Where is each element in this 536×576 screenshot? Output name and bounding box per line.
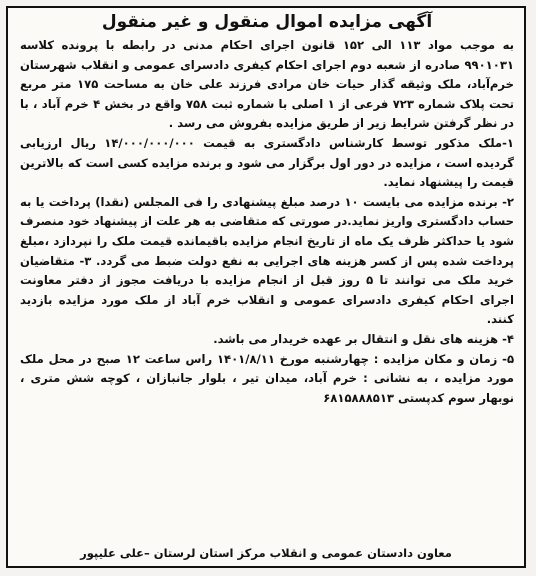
notice-title: آگهی مزایده اموال منقول و غیر منقول bbox=[101, 12, 433, 32]
condition-1-paragraph: ۱-ملک مذکور توسط کارشناس دادگستری به قیمت ۱۴/۰۰۰/۰۰۰/۰۰۰ ریال ارزیابی گردیده است ، مزایده در دور اول برگزار می شود و برنده مزایده کسی است که بالاترین قیمت را پیشنهاد نماید. bbox=[20, 135, 514, 190]
auction-notice bbox=[6, 6, 526, 568]
condition-5-paragraph: ۵- زمان و مکان مزایده : چهارشنبه مورخ ۱۴۰۱/۸/۱۱ راس ساعت ۱۲ صبح در محل ملک مورد مزایده ، به نشانی : خرم آباد، میدان تیر ، بلوار جانبازان ، کوچه شش متری ، نوبهار سوم کدپستی ۶۸۱۵۸۸۸۵۱۳ bbox=[20, 351, 515, 405]
signature-line: معاون دادستان عمومی و انقلاب مرکز استان لرستان –علی علیپور bbox=[80, 546, 452, 560]
intro-paragraph: به موجب مواد ۱۱۳ الی ۱۵۲ قانون اجرای احکام مدنی در رابطه با پرونده کلاسه ۹۹۰۱۰۳۱ صادره از شعبه دوم اجرای احکام کیفری دادسرای عمومی و انقلاب شهرستان خرم‌آباد، ملک وثیقه گذار حیات خان مرادی فرزند علی خان به مساحت ۱۷۵ متر مربع تحت پلاک شماره ۷۲۳ فرعی از ۱ اصلی با شماره ثبت ۷۵۸ واقع در بخش ۴ خرم آباد ، با در نظر گرفتن شرایط زیر از طریق مزایده بفروش می رسد . bbox=[20, 38, 515, 131]
condition-2-3-paragraph: ۲- برنده مزایده می بایست ۱۰ درصد مبلغ پیشنهادی را فی المجلس (نقدا) پرداخت یا به حساب دادگستری واریز نماید.در صورتی که متقاضی به هر علت از پیشنهاد خود منصرف شود یا حداکثر ظرف یک ماه از تاریخ انجام مزایده باقیمانده قیمت ملک را نپردازد ،مبلغ پرداخت شده پس از کسر هزینه های اجرایی به نفع دولت ضبط می گردد. ۳- متقاضیان خرید ملک می توانند تا ۵ روز قبل از انجام مزایده با دریافت مجوز از دفتر معاونت اجرای احکام کیفری دادسرای عمومی و انقلاب خرم آباد از ملک مورد مزایده بازدید کنند. bbox=[20, 194, 514, 327]
condition-4-paragraph: ۴- هزینه های نقل و انتقال بر عهده خریدار می باشد. bbox=[213, 331, 514, 346]
